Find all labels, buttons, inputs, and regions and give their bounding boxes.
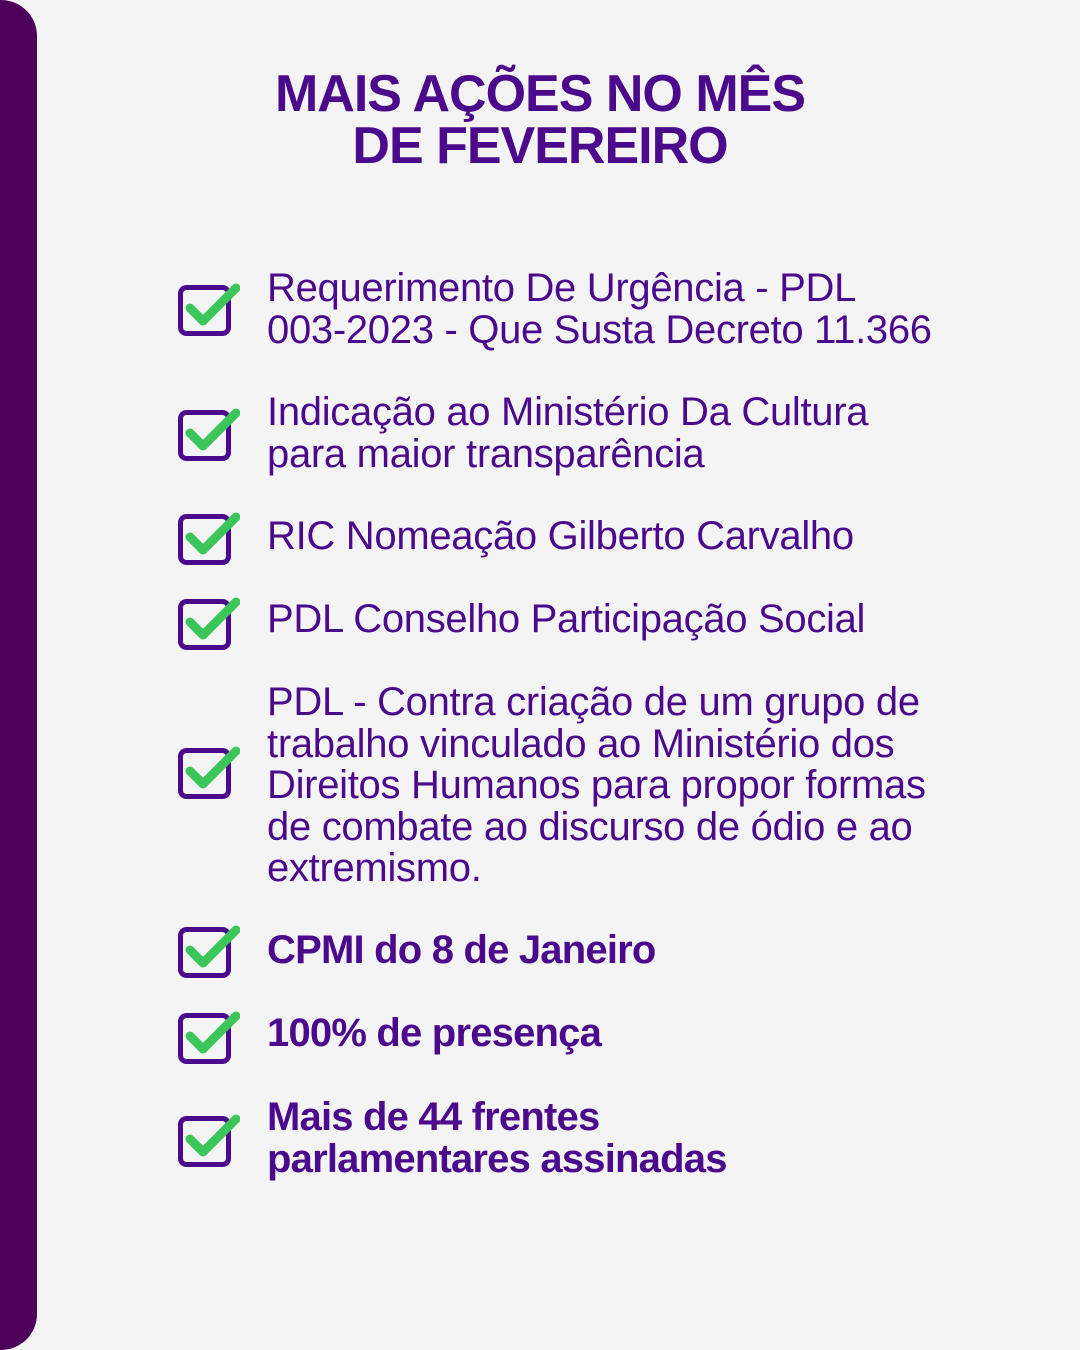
checkbox-checked-icon <box>178 512 240 566</box>
title-line-1-rest: NO MÊS <box>605 65 806 123</box>
title-line-2: DE FEVEREIRO <box>352 117 728 175</box>
action-item-text: CPMI do 8 de Janeiro <box>267 928 656 972</box>
checkbox-checked-icon <box>178 746 240 800</box>
side-accent-bar <box>0 0 37 1350</box>
action-item-text: Requerimento De Urgência - PDL 003-2023 - Que Susta Decreto 11.366 <box>267 266 932 352</box>
action-item-text: PDL Conselho Participação Social <box>267 597 866 641</box>
title-line-1 <box>0 65 1080 123</box>
checkbox-checked-icon <box>178 1114 240 1168</box>
checkbox-checked-icon <box>178 597 240 651</box>
title-line-1-emphasis: MAIS AÇÕES <box>274 65 593 123</box>
checkbox-checked-icon <box>178 925 240 979</box>
action-item-text: Mais de 44 frentes parlamentares assinadas <box>267 1095 727 1181</box>
action-item-text: 100% de presença <box>267 1011 602 1055</box>
checkbox-checked-icon <box>178 283 240 337</box>
action-item-text: PDL - Contra criação de um grupo de trabalho vinculado ao Ministério dos Direitos Humanos para propor formas de combate ao discurso de ódio e ao extremismo. <box>267 680 926 890</box>
action-item-text: RIC Nomeação Gilberto Carvalho <box>267 514 854 558</box>
checkbox-checked-icon <box>178 408 240 462</box>
page-title <box>0 65 1080 175</box>
checkbox-checked-icon <box>178 1011 240 1065</box>
action-item-text: Indicação ao Ministério Da Cultura para maior transparência <box>267 390 869 476</box>
